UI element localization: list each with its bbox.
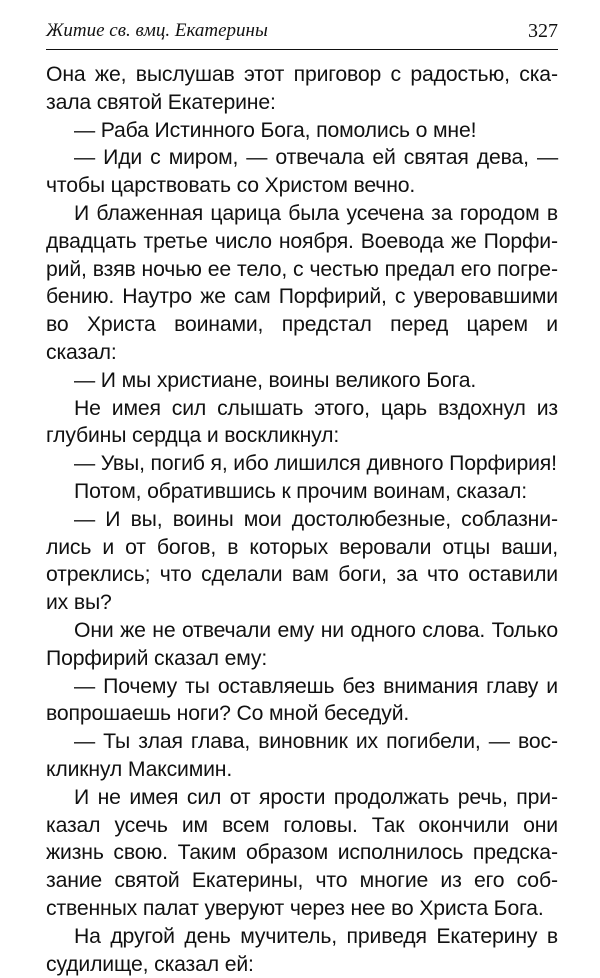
paragraph: Не имея сил слышать этого, царь вздохнул из глубины сердца и воскликнул: [46, 396, 558, 448]
running-header [46, 18, 558, 44]
paragraph: — Увы, погиб я, ибо лишился дивного Порфирия! [74, 452, 557, 476]
paragraph: — Почему ты оставляешь без внимания главу и вопрошаешь ноги? Со мной беседуй. [46, 674, 558, 726]
paragraph: И блаженная царица была усечена за городом в двадцать третье число ноября. Воевода же Порфирий, взяв ночью ее тело, с честью предал его погребению. Наутро же сам Порфирий, с уверовавшими во Христа воинами, предстал перед царем и сказал: [46, 201, 558, 364]
paragraph: Они же не отвечали ему ни одного слова. Только Порфирий сказал ему: [46, 618, 558, 670]
header-rule [46, 49, 558, 50]
body-text [46, 61, 558, 978]
page-number: 327 [528, 20, 558, 42]
book-page [46, 0, 558, 976]
paragraph: — Раба Истинного Бога, помолись о мне! [74, 118, 477, 142]
paragraph: — Иди с миром, — отвечала ей святая дева, — чтобы царствовать со Христом вечно. [46, 146, 558, 198]
running-title: Житие св. вмц. Екатерины [46, 20, 268, 41]
paragraph: — И вы, воины мои достолюбезные, соблазнились и от богов, в которых веровали отцы ваши, отреклись; что сделали вам боги, за что оставили их вы? [46, 507, 558, 615]
paragraph: — Ты злая глава, виновник их погибели, — воскликнул Максимин. [46, 730, 558, 781]
paragraph: — И мы христиане, воины великого Бога. [74, 368, 477, 392]
paragraph: И не имея сил от ярости продолжать речь, приказал усечь им всем головы. Так окончили они жизнь свою. Таким образом исполнилось предсказание святой Екатерины, что многие из его собственных палат уверуют через нее во Христа Бога. [46, 785, 558, 920]
paragraph: Она же, выслушав этот приговор с радостью, сказала святой Екатерине: [46, 63, 558, 114]
paragraph: На другой день мучитель, приведя Екатерину в судилище, сказал ей: [46, 924, 558, 976]
paragraph: Потом, обратившись к прочим воинам, сказал: [74, 479, 527, 503]
